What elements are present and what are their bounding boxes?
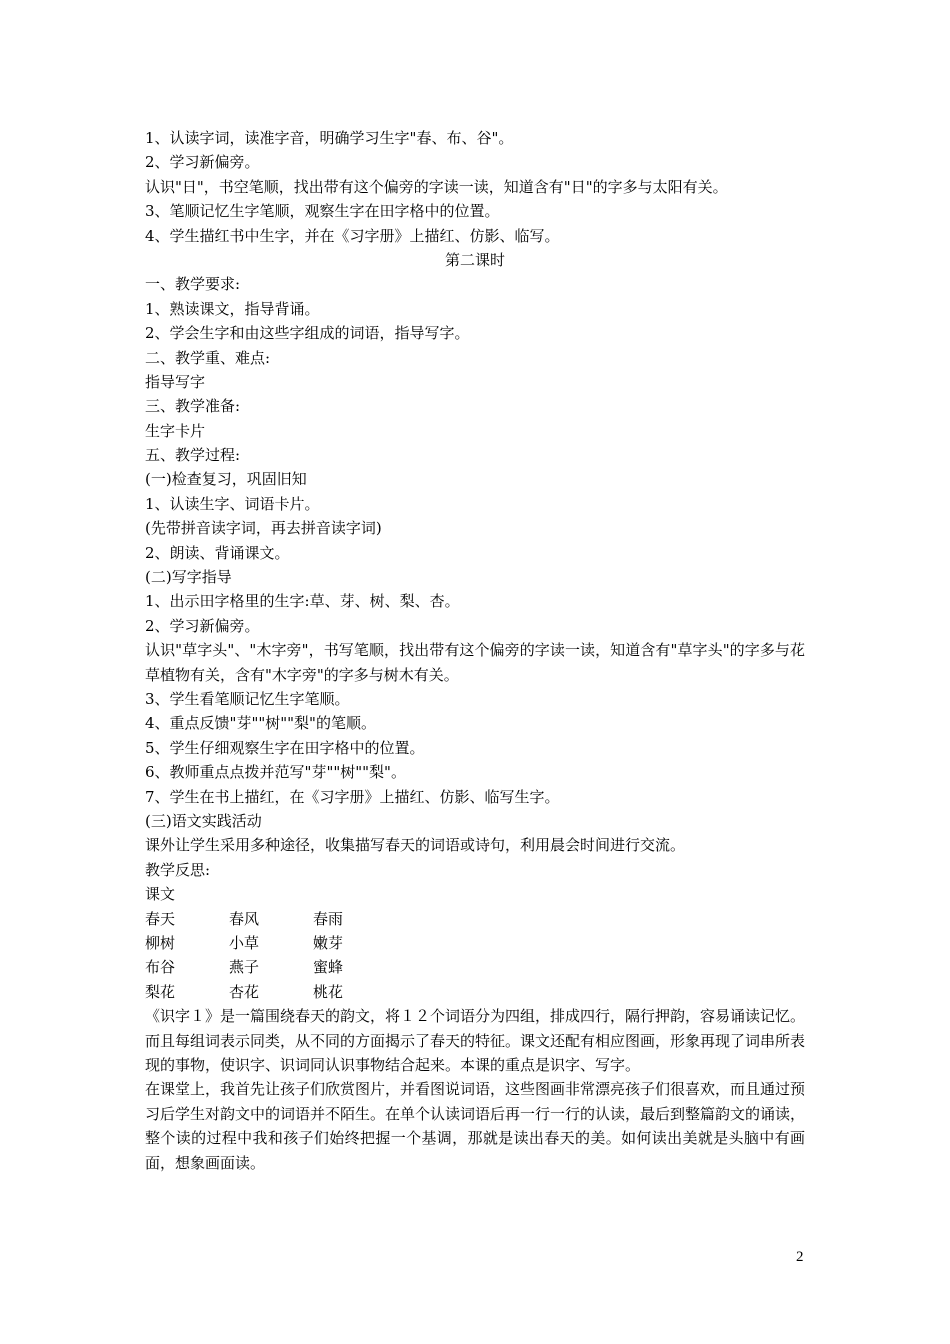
paragraph-reflection-1: 《识字１》是一篇围绕春天的韵文，将１２个词语分为四组，排成四行，隔行押韵，容易诵读记忆。而且每组词表示同类，从不同的方面揭示了春天的特征。课文还配有相应图画，形象再现了词串所表现的事物，使识字、识词同认识事物结合起来。本课的重点是识字、写字。 [145,1007,806,1074]
section-heading: 教学反思: [145,860,211,879]
word: 梨花 [145,982,176,1001]
text-line: 1、认读字词，读准字音，明确学习生字"春、布、谷"。 [145,129,514,147]
text-line: 1、出示田字格里的生字:草、芽、树、梨、杏。 [145,592,460,611]
text-line: 1、熟读课文，指导背诵。 [145,299,320,318]
text-line: 2、朗读、背诵课文。 [145,543,290,562]
subsection-heading: (三)语文实践活动 [145,811,262,830]
section-heading: 二、教学重、难点: [145,348,271,367]
word: 春雨 [313,909,344,928]
subsection-heading: (二)写字指导 [145,568,232,587]
word: 小草 [229,933,260,952]
word: 柳树 [145,933,176,952]
word-row [145,955,805,979]
text-line: 3、学生看笔顺记忆生字笔顺。 [145,690,350,709]
word: 蜜蜂 [313,958,344,977]
document-body [145,126,805,1175]
word-row [145,980,805,1004]
word: 春风 [229,909,260,928]
word: 布谷 [145,958,176,977]
word: 桃花 [313,982,344,1001]
page-number: 2 [796,1249,804,1265]
text-line: 2、学习新偏旁。 [145,616,260,635]
text-line: 1、认读生字、词语卡片。 [145,494,320,513]
word: 燕子 [229,958,260,977]
text-line: 4、学生描红书中生字，并在《习字册》上描红、仿影、临写。 [145,226,560,245]
text-line: 认识"日"，书空笔顺，找出带有这个偏旁的字读一读，知道含有"日"的字多与太阳有关。 [145,177,728,196]
text-line: 5、学生仔细观察生字在田字格中的位置。 [145,738,425,757]
text-line: 6、教师重点点拨并范写"芽""树""梨"。 [145,763,406,782]
paragraph-radicals: 认识"草字头"、"木字旁"，书写笔顺，找出带有这个偏旁的字读一读，知道含有"草字头"的字多与花草植物有关，含有"木字旁"的字多与树木有关。 [145,641,805,684]
text-line: 3、笔顺记忆生字笔顺，观察生字在田字格中的位置。 [145,202,500,221]
text-line: 课文 [145,885,176,904]
text-line: 7、学生在书上描红，在《习字册》上描红、仿影、临写生字。 [145,787,560,806]
lesson-title: 第二课时 [444,250,505,269]
section-heading: 一、教学要求: [145,275,241,294]
section-heading: 三、教学准备: [145,397,241,416]
text-line: (先带拼音读字词，再去拼音读字词) [145,519,382,538]
word-row [145,907,805,931]
text-line: 4、重点反馈"芽""树""梨"的笔顺。 [145,714,376,733]
word: 春天 [145,909,176,928]
text-line: 课外让学生采用多种途径，收集描写春天的词语或诗句，利用晨会时间进行交流。 [145,836,686,855]
word-row [145,931,805,955]
paragraph-reflection-2: 在课堂上，我首先让孩子们欣赏图片，并看图说词语，这些图画非常漂亮孩子们很喜欢，而且通过预习后学生对韵文中的词语并不陌生。在单个认读词语后再一行一行的认读，最后到整篇韵文的诵读，整个读的过程中我和孩子们始终把握一个基调，那就是读出春天的美。如何读出美就是头脑中有画面，想象画面读。 [145,1080,806,1172]
text-line: 2、学会生字和由这些字组成的词语，指导写字。 [145,324,470,343]
text-line: 生字卡片 [145,421,206,440]
section-heading: 五、教学过程: [145,446,241,465]
text-line: 2、学习新偏旁。 [145,153,260,172]
word: 杏花 [229,982,260,1001]
word: 嫩芽 [313,933,344,952]
subsection-heading: (一)检查复习，巩固旧知 [145,470,307,489]
text-line: 指导写字 [145,372,206,391]
